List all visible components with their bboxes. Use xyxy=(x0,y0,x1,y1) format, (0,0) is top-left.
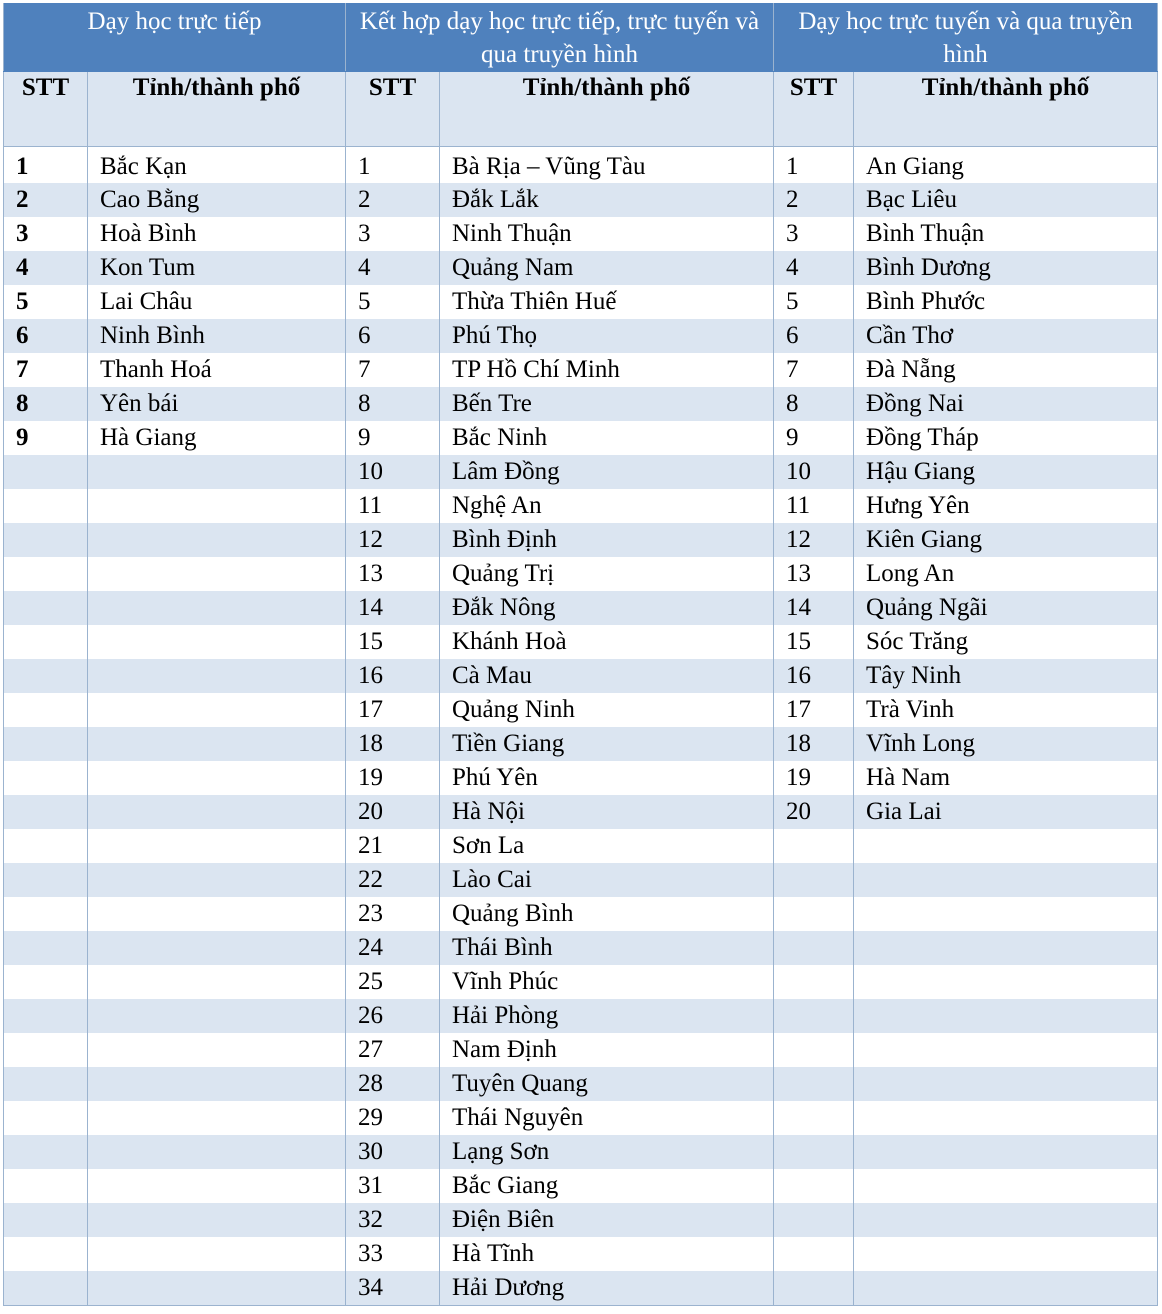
province-cell xyxy=(88,965,346,999)
table-row xyxy=(4,183,1158,217)
province-cell: Hậu Giang xyxy=(854,455,1158,489)
province-cell xyxy=(88,455,346,489)
stt-cell: 16 xyxy=(774,659,854,693)
table-row xyxy=(4,727,1158,761)
province-cell xyxy=(88,489,346,523)
stt-cell xyxy=(4,659,88,693)
table-row xyxy=(4,863,1158,897)
table-row xyxy=(4,591,1158,625)
stt-cell: 4 xyxy=(4,251,88,285)
province-cell: Cao Bằng xyxy=(88,183,346,217)
table-row xyxy=(4,1169,1158,1203)
province-cell xyxy=(854,931,1158,965)
province-cell xyxy=(88,795,346,829)
table-row xyxy=(4,693,1158,727)
stt-cell: 18 xyxy=(774,727,854,761)
stt-cell xyxy=(774,1101,854,1135)
table-row xyxy=(4,829,1158,863)
province-cell: Đồng Nai xyxy=(854,387,1158,421)
table-row xyxy=(4,147,1158,184)
stt-cell: 28 xyxy=(346,1067,440,1101)
province-cell: Vĩnh Long xyxy=(854,727,1158,761)
province-cell: Quảng Nam xyxy=(440,251,774,285)
stt-cell: 14 xyxy=(346,591,440,625)
table-row xyxy=(4,557,1158,591)
province-cell xyxy=(854,829,1158,863)
province-cell: Hà Nội xyxy=(440,795,774,829)
stt-cell: 33 xyxy=(346,1237,440,1271)
table-row xyxy=(4,795,1158,829)
table-row xyxy=(4,897,1158,931)
province-cell xyxy=(854,1067,1158,1101)
province-cell: Hà Nam xyxy=(854,761,1158,795)
province-cell xyxy=(88,1203,346,1237)
stt-cell: 5 xyxy=(774,285,854,319)
stt-cell: 19 xyxy=(346,761,440,795)
stt-cell: 20 xyxy=(346,795,440,829)
table-row xyxy=(4,1033,1158,1067)
province-cell: Thanh Hoá xyxy=(88,353,346,387)
table-row xyxy=(4,931,1158,965)
stt-cell: 22 xyxy=(346,863,440,897)
stt-cell xyxy=(4,455,88,489)
table-row xyxy=(4,387,1158,421)
stt-cell: 7 xyxy=(346,353,440,387)
province-cell: Phú Thọ xyxy=(440,319,774,353)
province-header: Tỉnh/thành phố xyxy=(88,72,346,147)
stt-cell: 13 xyxy=(774,557,854,591)
stt-cell: 29 xyxy=(346,1101,440,1135)
province-cell: Hải Dương xyxy=(440,1271,774,1305)
province-cell: Kon Tum xyxy=(88,251,346,285)
stt-cell xyxy=(4,1237,88,1271)
stt-cell xyxy=(774,863,854,897)
province-cell: Thừa Thiên Huế xyxy=(440,285,774,319)
table-row xyxy=(4,1067,1158,1101)
stt-cell: 26 xyxy=(346,999,440,1033)
province-cell xyxy=(88,761,346,795)
stt-cell xyxy=(4,829,88,863)
province-cell: Quảng Trị xyxy=(440,557,774,591)
stt-cell: 15 xyxy=(346,625,440,659)
province-cell xyxy=(88,591,346,625)
province-cell xyxy=(88,931,346,965)
stt-cell: 3 xyxy=(774,217,854,251)
province-cell: Bắc Ninh xyxy=(440,421,774,455)
stt-cell xyxy=(4,693,88,727)
stt-cell: 7 xyxy=(774,353,854,387)
province-cell: Lào Cai xyxy=(440,863,774,897)
province-cell: Hà Giang xyxy=(88,421,346,455)
stt-cell xyxy=(4,489,88,523)
stt-cell: 10 xyxy=(346,455,440,489)
province-cell: Kiên Giang xyxy=(854,523,1158,557)
stt-cell: 12 xyxy=(774,523,854,557)
stt-cell xyxy=(774,1033,854,1067)
province-cell xyxy=(88,829,346,863)
stt-cell: 1 xyxy=(4,147,88,184)
stt-cell: 9 xyxy=(774,421,854,455)
province-cell xyxy=(854,863,1158,897)
stt-cell: 6 xyxy=(4,319,88,353)
table-row xyxy=(4,353,1158,387)
province-cell: Sơn La xyxy=(440,829,774,863)
province-cell xyxy=(88,999,346,1033)
province-header: Tỉnh/thành phố xyxy=(440,72,774,147)
stt-cell: 17 xyxy=(346,693,440,727)
stt-cell: 3 xyxy=(4,217,88,251)
province-cell: Ninh Bình xyxy=(88,319,346,353)
stt-cell: 21 xyxy=(346,829,440,863)
province-cell: Hưng Yên xyxy=(854,489,1158,523)
stt-cell: 5 xyxy=(4,285,88,319)
province-cell: Đắk Lắk xyxy=(440,183,774,217)
table-row xyxy=(4,217,1158,251)
stt-cell: 9 xyxy=(4,421,88,455)
province-cell: Thái Bình xyxy=(440,931,774,965)
table-row xyxy=(4,625,1158,659)
stt-cell xyxy=(4,863,88,897)
table-row xyxy=(4,285,1158,319)
province-cell: Tuyên Quang xyxy=(440,1067,774,1101)
table-row xyxy=(4,659,1158,693)
province-cell: Lai Châu xyxy=(88,285,346,319)
stt-cell: 27 xyxy=(346,1033,440,1067)
stt-cell: 4 xyxy=(774,251,854,285)
province-cell: Nghệ An xyxy=(440,489,774,523)
province-cell: Yên bái xyxy=(88,387,346,421)
stt-cell: 11 xyxy=(346,489,440,523)
province-cell: Bà Rịa – Vũng Tàu xyxy=(440,147,774,184)
stt-cell: 17 xyxy=(774,693,854,727)
province-cell xyxy=(88,1237,346,1271)
stt-cell xyxy=(774,965,854,999)
table-row xyxy=(4,251,1158,285)
province-cell: Bình Thuận xyxy=(854,217,1158,251)
group-header-online: Dạy học trực tuyến và qua truyền hình xyxy=(774,3,1158,72)
stt-cell: 6 xyxy=(346,319,440,353)
province-cell xyxy=(854,965,1158,999)
province-cell xyxy=(854,999,1158,1033)
province-cell: Đắk Nông xyxy=(440,591,774,625)
province-cell: Gia Lai xyxy=(854,795,1158,829)
stt-cell: 10 xyxy=(774,455,854,489)
stt-cell: 32 xyxy=(346,1203,440,1237)
stt-cell xyxy=(4,897,88,931)
stt-cell: 4 xyxy=(346,251,440,285)
stt-cell: 1 xyxy=(774,147,854,184)
stt-cell: 31 xyxy=(346,1169,440,1203)
province-cell xyxy=(88,1033,346,1067)
province-cell: Bắc Kạn xyxy=(88,147,346,184)
stt-cell: 15 xyxy=(774,625,854,659)
province-cell: Ninh Thuận xyxy=(440,217,774,251)
province-cell: Bình Định xyxy=(440,523,774,557)
stt-header: STT xyxy=(774,72,854,147)
province-cell: Phú Yên xyxy=(440,761,774,795)
stt-cell xyxy=(4,727,88,761)
province-cell: Sóc Trăng xyxy=(854,625,1158,659)
province-cell xyxy=(88,523,346,557)
province-cell xyxy=(88,1101,346,1135)
province-cell: Vĩnh Phúc xyxy=(440,965,774,999)
province-cell: Bình Dương xyxy=(854,251,1158,285)
province-cell: Quảng Bình xyxy=(440,897,774,931)
province-cell: Cần Thơ xyxy=(854,319,1158,353)
province-cell xyxy=(854,1169,1158,1203)
province-cell xyxy=(854,1135,1158,1169)
province-cell xyxy=(88,863,346,897)
province-cell xyxy=(88,1169,346,1203)
province-cell: Bạc Liêu xyxy=(854,183,1158,217)
table-row xyxy=(4,1203,1158,1237)
province-cell xyxy=(88,1135,346,1169)
stt-cell xyxy=(4,625,88,659)
province-cell xyxy=(88,659,346,693)
table-row xyxy=(4,523,1158,557)
stt-cell: 3 xyxy=(346,217,440,251)
stt-cell xyxy=(4,557,88,591)
province-cell xyxy=(88,557,346,591)
stt-cell xyxy=(774,1067,854,1101)
stt-cell xyxy=(774,1237,854,1271)
stt-cell: 25 xyxy=(346,965,440,999)
stt-cell xyxy=(4,1203,88,1237)
table-row xyxy=(4,1237,1158,1271)
stt-cell xyxy=(4,965,88,999)
province-cell: Tây Ninh xyxy=(854,659,1158,693)
province-cell: Hải Phòng xyxy=(440,999,774,1033)
stt-cell xyxy=(774,897,854,931)
province-cell: An Giang xyxy=(854,147,1158,184)
stt-cell xyxy=(774,931,854,965)
province-cell: Điện Biên xyxy=(440,1203,774,1237)
stt-cell: 5 xyxy=(346,285,440,319)
stt-cell: 34 xyxy=(346,1271,440,1305)
province-cell: Lâm Đồng xyxy=(440,455,774,489)
stt-cell: 20 xyxy=(774,795,854,829)
stt-cell xyxy=(4,1169,88,1203)
stt-cell: 2 xyxy=(774,183,854,217)
province-cell: Quảng Ninh xyxy=(440,693,774,727)
table-row xyxy=(4,1271,1158,1305)
stt-cell: 24 xyxy=(346,931,440,965)
stt-cell: 19 xyxy=(774,761,854,795)
province-cell: TP Hồ Chí Minh xyxy=(440,353,774,387)
stt-cell: 2 xyxy=(4,183,88,217)
table-row xyxy=(4,421,1158,455)
table-row xyxy=(4,965,1158,999)
stt-cell xyxy=(774,1135,854,1169)
table-row xyxy=(4,489,1158,523)
province-cell xyxy=(854,1203,1158,1237)
province-cell: Quảng Ngãi xyxy=(854,591,1158,625)
stt-cell: 6 xyxy=(774,319,854,353)
province-cell: Đồng Tháp xyxy=(854,421,1158,455)
stt-cell: 8 xyxy=(346,387,440,421)
stt-cell: 9 xyxy=(346,421,440,455)
province-cell xyxy=(854,1101,1158,1135)
stt-cell xyxy=(4,523,88,557)
stt-header: STT xyxy=(346,72,440,147)
stt-cell: 13 xyxy=(346,557,440,591)
province-cell xyxy=(88,625,346,659)
stt-cell xyxy=(4,931,88,965)
stt-cell: 11 xyxy=(774,489,854,523)
group-header-row xyxy=(4,3,1158,72)
stt-cell xyxy=(4,591,88,625)
stt-cell xyxy=(774,1203,854,1237)
province-cell xyxy=(854,1271,1158,1305)
stt-cell xyxy=(774,999,854,1033)
stt-cell xyxy=(4,1101,88,1135)
province-cell: Lạng Sơn xyxy=(440,1135,774,1169)
province-cell xyxy=(854,1237,1158,1271)
province-cell xyxy=(88,693,346,727)
table-row xyxy=(4,1135,1158,1169)
province-table xyxy=(3,3,1158,1306)
province-cell xyxy=(88,1271,346,1305)
province-cell: Hà Tĩnh xyxy=(440,1237,774,1271)
table-row xyxy=(4,455,1158,489)
province-cell: Thái Nguyên xyxy=(440,1101,774,1135)
stt-cell xyxy=(4,1067,88,1101)
province-cell: Đà Nẵng xyxy=(854,353,1158,387)
province-cell xyxy=(88,897,346,931)
province-cell: Bình Phước xyxy=(854,285,1158,319)
stt-cell: 16 xyxy=(346,659,440,693)
table-row xyxy=(4,999,1158,1033)
province-cell: Bắc Giang xyxy=(440,1169,774,1203)
province-cell xyxy=(854,1033,1158,1067)
table-row xyxy=(4,761,1158,795)
stt-cell: 18 xyxy=(346,727,440,761)
stt-cell: 23 xyxy=(346,897,440,931)
column-header-row xyxy=(4,72,1158,147)
province-cell xyxy=(88,727,346,761)
stt-cell xyxy=(4,999,88,1033)
province-cell: Bến Tre xyxy=(440,387,774,421)
group-header-direct: Dạy học trực tiếp xyxy=(4,3,346,72)
stt-header: STT xyxy=(4,72,88,147)
stt-cell: 12 xyxy=(346,523,440,557)
stt-cell: 8 xyxy=(774,387,854,421)
stt-cell xyxy=(4,795,88,829)
stt-cell xyxy=(4,761,88,795)
stt-cell xyxy=(4,1135,88,1169)
stt-cell: 14 xyxy=(774,591,854,625)
province-cell: Tiền Giang xyxy=(440,727,774,761)
province-cell xyxy=(88,1067,346,1101)
table-row xyxy=(4,319,1158,353)
stt-cell: 7 xyxy=(4,353,88,387)
stt-cell: 2 xyxy=(346,183,440,217)
stt-cell xyxy=(774,1169,854,1203)
province-cell: Long An xyxy=(854,557,1158,591)
stt-cell xyxy=(774,1271,854,1305)
stt-cell xyxy=(4,1271,88,1305)
province-cell xyxy=(854,897,1158,931)
table-body xyxy=(4,147,1158,1306)
province-cell: Nam Định xyxy=(440,1033,774,1067)
province-cell: Trà Vinh xyxy=(854,693,1158,727)
province-cell: Khánh Hoà xyxy=(440,625,774,659)
stt-cell: 8 xyxy=(4,387,88,421)
stt-cell xyxy=(774,829,854,863)
stt-cell: 30 xyxy=(346,1135,440,1169)
stt-cell xyxy=(4,1033,88,1067)
group-header-hybrid: Kết hợp dạy học trực tiếp, trực tuyến và qua truyền hình xyxy=(346,3,774,72)
province-cell: Hoà Bình xyxy=(88,217,346,251)
province-cell: Cà Mau xyxy=(440,659,774,693)
stt-cell: 1 xyxy=(346,147,440,184)
table-row xyxy=(4,1101,1158,1135)
province-header: Tỉnh/thành phố xyxy=(854,72,1158,147)
